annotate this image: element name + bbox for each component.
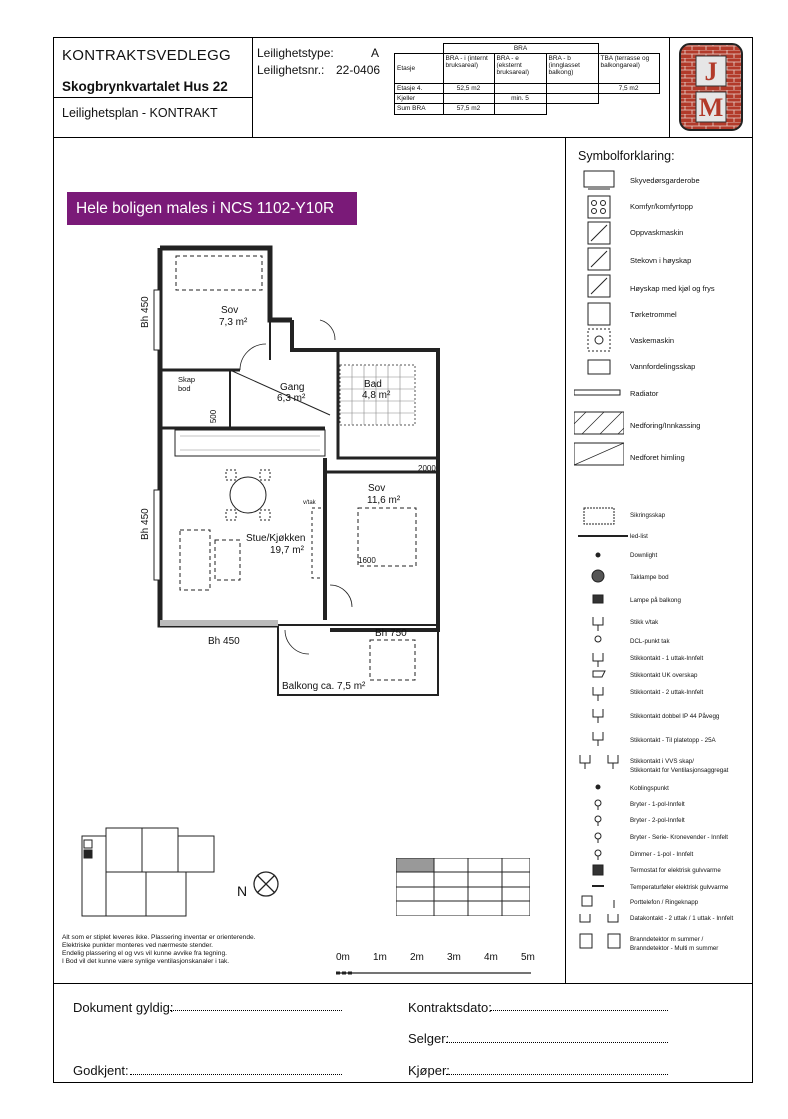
apartment-number-value: 22-0406 [336,63,381,77]
legend-item: Sikringsskap [630,512,666,519]
legend-item: Stikkontakt for Ventilasjonsaggregat [630,767,729,774]
document-valid-field[interactable] [170,1010,342,1011]
legend-item: Stikkontakt - 1 uttak-Innfelt [630,655,704,662]
bra-row-label: Sum BRA [395,104,444,114]
legend-item: Oppvaskmaskin [630,228,684,237]
legend-item: DCL-punkt tak [630,638,670,645]
bra-col-header: BRA - i (internt bruksareal) [443,54,494,84]
legend-item: Downlight [630,552,658,559]
blank-grid-table [396,858,530,921]
bra-group-header: BRA [443,44,598,54]
bra-row-label: Kjeller [395,94,444,104]
room-bad-name: Bad [364,379,382,390]
legend-item: Temperaturføler elektrisk gulvvarme [630,884,729,891]
legend-item: Stekovn i høyskap [630,256,692,265]
scale-label: 4m [484,952,498,963]
bra-col-header: BRA - b (innglasset balkong) [546,54,598,84]
bra-cell [546,84,598,94]
room-gang-name: Gang [280,382,305,393]
bra-cell [494,84,546,94]
note-line: Endelig plassering el og vvs vil kunne avvike fra tegning. [62,950,227,957]
legend-item: Skyvedørsgarderobe [630,176,700,185]
legend-item: Stikkontakt dobbel IP 44 Påvegg [630,713,720,720]
legend-item: Høyskap med kjøl og frys [630,284,715,293]
bra-cell: 52,5 m2 [443,84,494,94]
plan-title: Leilighetsplan - KONTRAKT [62,106,218,120]
scale-label: 2m [410,952,424,963]
apartment-type-value: A [371,46,380,60]
bra-cell [494,104,546,114]
bra-table [394,43,660,115]
legend-item: Branndetektor m summer / [630,936,704,943]
legend-item: Vannfordelingsskap [630,362,696,371]
legend-title: Symbolforklaring: [578,149,675,163]
legend-item: Stikkontakt - Til platetopp - 25A [630,737,716,744]
contract-date-field[interactable] [490,1010,668,1011]
paint-banner-text: Hele boligen males i NCS 1102-Y10R [76,200,335,217]
bra-row-label: Etasje 4. [395,84,444,94]
header-divider-1 [252,37,253,137]
contract-date-label: Kontraktsdato: [408,1000,492,1015]
note-line: Elektriske punkter monteres ved nærmeste stender. [62,942,213,949]
scale-label: 0m [336,952,350,963]
note-line: Alt som er stiplet leveres ikke. Plassering inventar er orienterende. [62,934,256,941]
bh-label-left-bottom: Bh 450 [140,508,151,540]
svg-text:J: J [704,57,718,86]
bra-row-label: Etasje [395,54,444,84]
room-stue-area: 19,7 m² [270,545,304,556]
header-divider-2 [669,37,670,137]
legend-item: Termostat for elektrisk gulvvarme [630,867,721,874]
header-bottom-rule [53,137,753,138]
legend-item: Stikk v/tak [630,619,659,626]
north-arrow-icon [250,868,282,905]
bra-cell [546,94,598,104]
dim-2000: 2000 [418,464,436,473]
room-gang-area: 6,3 m² [277,393,306,404]
legend-item: Stikkontakt UK overskap [630,672,698,679]
legend-item: Datakontakt - 2 uttak / 1 uttak - Innfelt [630,915,734,922]
seller-field[interactable] [446,1042,668,1043]
room-sov1-name: Sov [221,305,239,316]
legend-item: Bryter - Serie- Kronevender - Innfelt [630,834,729,841]
scale-label: 5m [521,952,535,963]
legend-item: Stikkontakt i VVS skap/ [630,758,694,765]
dim-500: 500 [209,409,219,424]
footer-top-rule [53,983,753,984]
legend-icons-top [574,168,624,473]
legend-item: Radiator [630,389,659,398]
jm-logo [678,42,744,132]
legend-item: Nedforing/Innkassing [630,421,701,430]
doc-title: KONTRAKTSVEDLEGG [62,47,232,64]
bh-label-left-top: Bh 450 [140,296,151,328]
legend-item: Taklampe bod [630,574,669,581]
north-label: N [237,883,248,899]
paint-banner [67,192,357,225]
apartment-type-label: Leilighetstype: [257,46,334,60]
scale-bar [336,964,536,982]
room-bad-area: 4,8 m² [362,390,391,401]
room-balkong: Balkong ca. 7,5 m² [282,681,366,692]
room-stue-name: Stue/Kjøkken [246,533,306,544]
document-valid-label: Dokument gyldig: [73,1000,174,1015]
legend-item: Koblingspunkt [630,785,669,792]
legend-item: Stikkontakt - 2 uttak-Innfelt [630,689,704,696]
key-plan [78,826,218,922]
legend-item: Komfyr/komfyrtopp [630,202,693,211]
vtak-label: v/tak [303,500,316,506]
bra-cell: 7,5 m2 [598,84,659,94]
scale-label: 1m [373,952,387,963]
legend-item: Nedforet himling [630,453,685,462]
legend-item: Lampe på balkong [630,597,681,604]
bh-label-bottom: Bh 450 [208,636,240,647]
legend-item: Dimmer - 1-pol - Innfelt [630,851,694,858]
room-sov2-area: 11,6 m² [367,495,401,506]
buyer-field[interactable] [446,1074,668,1075]
svg-text:M: M [698,93,724,122]
dim-1600: 1600 [358,556,376,565]
bra-col-header: BRA - e (eksternt bruksareal) [494,54,546,84]
room-sov1-area: 7,3 m² [219,317,248,328]
project-name: Skogbrynkvartalet Hus 22 [62,79,228,94]
bra-cell: min. 5 [494,94,546,104]
bra-cell [443,94,494,104]
legend-item: Tørketrommel [630,310,677,319]
apartment-number-label: Leilighetsnr.: [257,63,325,77]
legend-item: Porttelefon / Ringeknapp [630,899,699,906]
legend-item: Vaskemaskin [630,336,675,345]
header-sub-rule [53,97,252,98]
note-line: I Bod vil det kunne være synlige ventilasjonskanaler i tak. [62,958,230,965]
bra-cell: 57,5 m2 [443,104,494,114]
room-sov2-name: Sov [368,483,386,494]
approved-field[interactable] [130,1074,342,1075]
seller-label: Selger: [408,1031,450,1046]
legend-item: Bryter - 1-pol-Innfelt [630,801,685,808]
legend-item: Bryter - 2-pol-Innfelt [630,817,685,824]
legend-divider [565,137,566,983]
buyer-label: Kjøper: [408,1063,450,1078]
approved-label: Godkjent: [73,1063,129,1078]
scale-label: 3m [447,952,461,963]
bh-label-balcony: Bh 750 [375,628,407,639]
room-skap-label: Skap bod [178,375,196,393]
legend-item: led-list [630,533,648,540]
legend-icons-bottom [578,506,628,961]
bra-col-header: TBA (terrasse og balkongareal) [598,54,659,84]
legend-item: Branndetektor - Multi m summer [630,945,719,952]
